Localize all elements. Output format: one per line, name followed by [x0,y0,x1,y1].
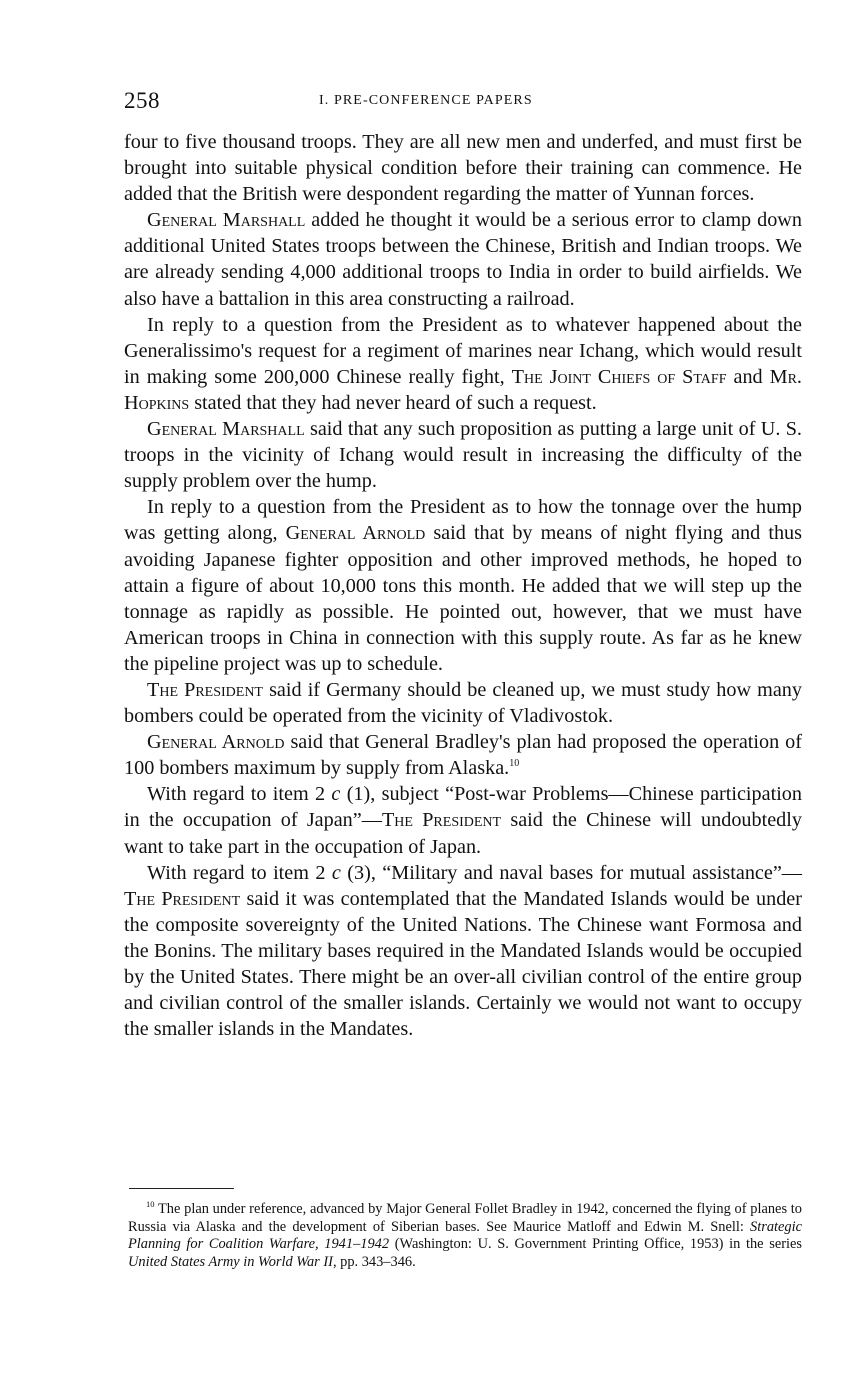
paragraph-text: said that General Bradley's plan had proposed the operation of 100 bombers maximum by supply from Alaska. [124,731,802,780]
paragraph-9 [124,860,802,1043]
footnote-book-title: Strategic Planning for Coalition Warfare, 1941–1942 [128,1218,802,1253]
speaker-name: General Arnold [147,731,285,754]
paragraph-text: With regard to item 2 [147,783,332,806]
footnote-mark: 10 [146,1199,155,1209]
speaker-name: General Marshall [147,209,306,232]
paragraph-7 [124,729,802,781]
paragraph-text: said if Germany should be cleaned up, we must study how many bombers could be operated from the vicinity of Vladivostok. [124,678,802,728]
paragraph-text: In reply to a question from the President as to whatever happened about the Generalissimo's request for a regiment of marines near Ichang, which would result in making some 200,000 Chinese really fight, [124,313,802,388]
paragraph-8 [124,781,802,859]
paragraph-3 [124,312,802,416]
speaker-name: The President [124,887,241,910]
page-header [124,88,800,116]
paragraph-text: (1), subject “Post-war Problems—Chinese participation in the occupation of Japan”— [124,783,802,832]
body-text [124,129,802,1042]
paragraph-text: and [726,365,770,388]
paragraph-5 [124,494,802,677]
footnote [128,1201,802,1271]
paragraph-6 [124,677,802,729]
speaker-name: General Arnold [285,522,426,545]
paragraph-1: four to five thousand troops. They are all new men and underfed, and must first be brought into suitable physical condition before their training can commence. He added that the British were despondent regarding the matter of Yunnan forces. [124,131,802,206]
paragraph-text: said that any such proposition as putting a large unit of U. S. troops in the vicinity of Ichang would result in increasing the difficulty of the supply problem over the hump. [124,418,802,493]
paragraph-4 [124,416,802,494]
speaker-name: General Marshall [147,418,305,441]
item-letter: c [331,783,341,806]
paragraph-text: With regard to item 2 [147,861,332,884]
speaker-name: Mr. Hopkins [124,365,802,414]
speaker-name: The President [381,809,502,832]
footnote-reference: 10 [509,758,520,770]
footnote-text: The plan under reference, advanced by Major General Follet Bradley in 1942, concerned the flying of planes to Russia via Alaska and the development of Siberian bases. See Maurice Matloff and Edwin M. Snell: [128,1201,802,1235]
paragraph-text: said that by means of night flying and thus avoiding Japanese fighter opposition and other improved methods, he hoped to attain a figure of about 10,000 tons this month. He added that we will step up the tonnage as rapidly as possible. He pointed out, however, that we must have American troops in China in connection with this supply route. As far as he knew the pipeline project was up to schedule. [124,522,802,675]
paragraph-2 [124,207,802,311]
speaker-name: The Joint Chiefs of Staff [511,365,727,388]
paragraph-text: stated that they had never heard of such a request. [189,391,597,414]
item-letter: c [331,861,341,884]
speaker-name: The President [147,678,263,701]
paragraph-text: added he thought it would be a serious error to clamp down additional United States troops between the Chinese, British and Indian troops. We are already sending 4,000 additional troops to India in order to build airfields. We also have a battalion in this area constructing a railroad. [124,209,802,310]
running-head: I. PRE-CONFERENCE PAPERS [319,93,533,108]
footnote-text: , pp. 343–346. [332,1253,416,1270]
footnote-text: (Washington: U. S. Government Printing Office, 1953) in the series [389,1236,802,1253]
page-number: 258 [124,88,160,113]
paragraph-text: In reply to a question from the President as to how the tonnage over the hump was getting along, [124,496,802,545]
paragraph-text: said the Chinese will undoubtedly want to take part in the occupation of Japan. [124,809,802,858]
footnote-divider [129,1188,234,1189]
paragraph-text: (3), “Military and naval bases for mutual assistance”— [340,861,802,884]
footnote-series-title: United States Army in World War II [128,1253,333,1270]
paragraph-text: said it was contemplated that the Mandated Islands would be under the composite sovereignty of the United Nations. The Chinese want Formosa and the Bonins. The military bases required in the Mandated Islands would be occupied by the United States. There might be an over-all civilian control of the entire group and civilian control of the smaller islands. Certainly we would not want to occupy the smaller islands in the Mandates. [124,887,802,1041]
